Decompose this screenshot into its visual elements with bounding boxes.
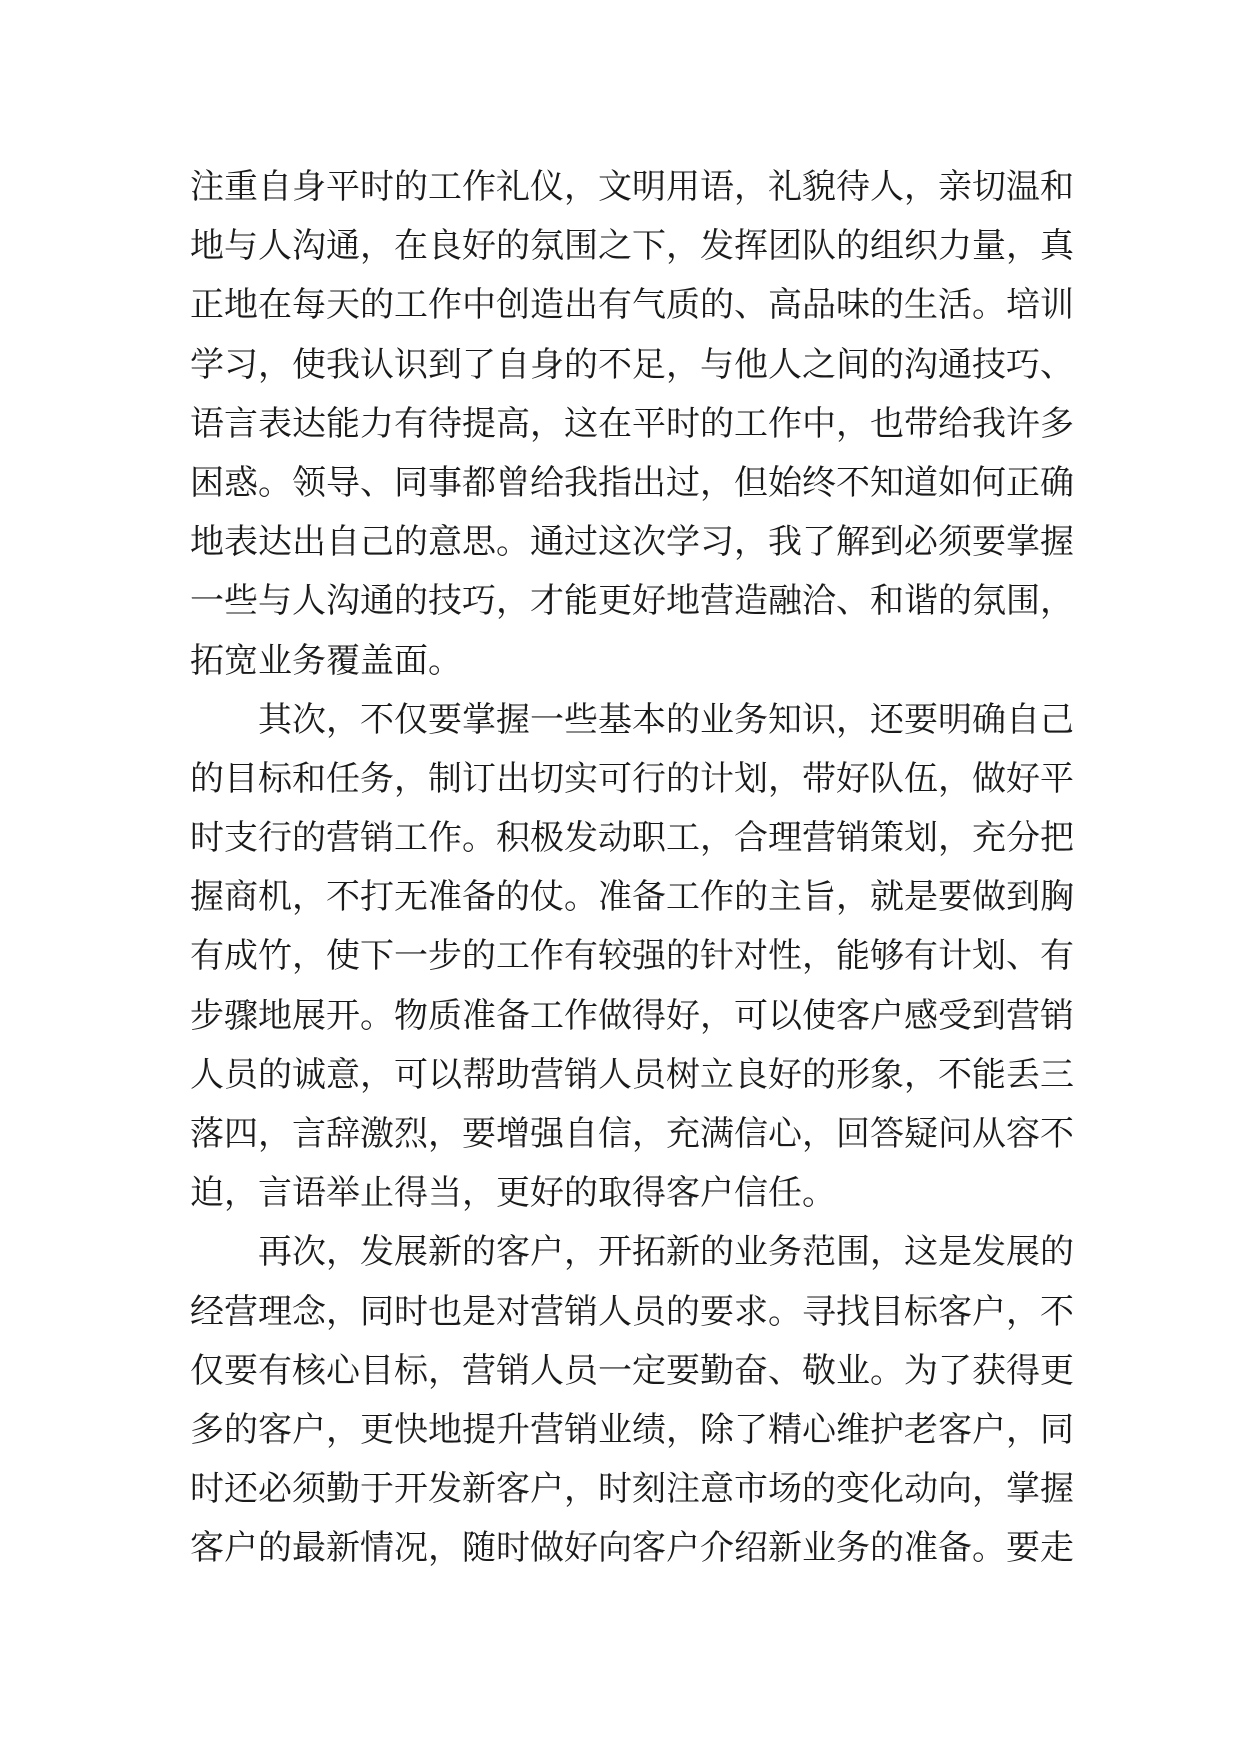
text-line: 时支行的营销工作。积极发动职工，合理营销策划，充分把 — [190, 818, 1074, 859]
text-line: 有成竹，使下一步的工作有较强的针对性，能够有计划、有 — [190, 936, 1074, 977]
text-line: 迫，言语举止得当，更好的取得客户信任。 — [190, 1173, 836, 1214]
text-line: 学习，使我认识到了自身的不足，与他人之间的沟通技巧、 — [190, 344, 1074, 385]
text-line: 再次，发展新的客户，开拓新的业务范围，这是发展的 — [258, 1232, 1074, 1273]
text-line: 其次，不仅要掌握一些基本的业务知识，还要明确自己 — [258, 699, 1074, 740]
text-line: 经营理念，同时也是对营销人员的要求。寻找目标客户，不 — [190, 1291, 1074, 1332]
text-line: 拓宽业务覆盖面。 — [190, 640, 462, 681]
text-line: 地表达出自己的意思。通过这次学习，我了解到必须要掌握 — [190, 522, 1074, 563]
text-line: 的目标和任务，制订出切实可行的计划，带好队伍，做好平 — [190, 758, 1074, 799]
text-line: 客户的最新情况，随时做好向客户介绍新业务的准备。要走 — [190, 1528, 1074, 1569]
text-line: 正地在每天的工作中创造出有气质的、高品味的生活。培训 — [190, 285, 1074, 326]
text-line: 落四，言辞激烈，要增强自信，充满信心，回答疑问从容不 — [190, 1114, 1074, 1154]
text-line: 步骤地展开。物质准备工作做得好，可以使客户感受到营销 — [190, 995, 1074, 1036]
text-line: 语言表达能力有待提高，这在平时的工作中，也带给我许多 — [190, 403, 1074, 444]
text-line: 地与人沟通，在良好的氛围之下，发挥团队的组织力量，真 — [190, 226, 1074, 267]
text-line: 困惑。领导、同事都曾给我指出过，但始终不知道如何正确 — [190, 462, 1074, 503]
text-line: 时还必须勤于开发新客户，时刻注意市场的变化动向，掌握 — [190, 1469, 1074, 1510]
text-line: 仅要有核心目标，营销人员一定要勤奋、敬业。为了获得更 — [190, 1350, 1074, 1391]
text-line: 握商机，不打无准备的仗。准备工作的主旨，就是要做到胸 — [190, 877, 1074, 918]
text-line: 一些与人沟通的技巧，才能更好地营造融洽、和谐的氛围， — [190, 581, 1074, 622]
body-text — [190, 158, 1074, 1579]
text-line: 注重自身平时的工作礼仪，文明用语，礼貌待人，亲切温和 — [190, 167, 1074, 207]
text-line: 人员的诚意，可以帮助营销人员树立良好的形象，不能丢三 — [190, 1054, 1074, 1095]
text-line: 多的客户，更快地提升营销业绩，除了精心维护老客户，同 — [190, 1409, 1074, 1450]
